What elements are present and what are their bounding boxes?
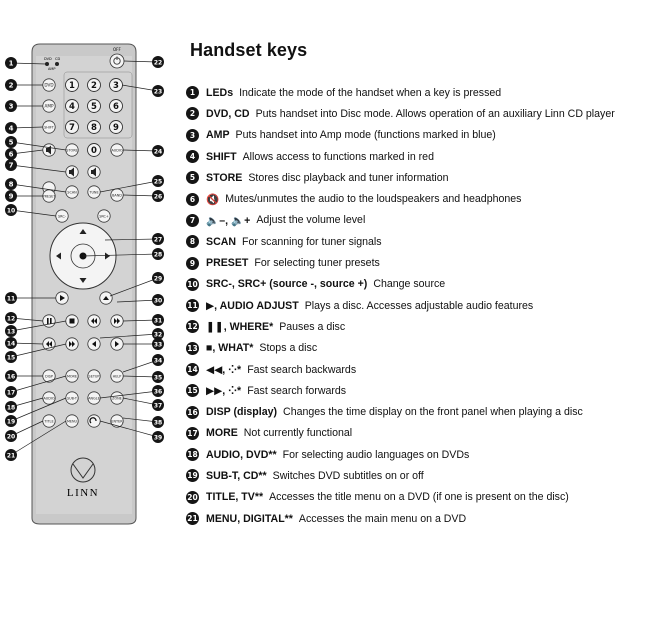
svg-text:3: 3 bbox=[113, 81, 119, 91]
key-item bbox=[186, 125, 615, 146]
play-button[interactable] bbox=[56, 292, 68, 304]
svg-text:ZONE: ZONE bbox=[112, 396, 122, 401]
key-number-badge: 12 bbox=[187, 322, 198, 332]
key-description: Fast search forwards bbox=[247, 384, 347, 397]
scan-button[interactable] bbox=[66, 186, 78, 198]
key-name: MENU, DIGITAL** bbox=[206, 512, 293, 525]
shift-button[interactable] bbox=[43, 121, 55, 133]
key-number-badge: 15 bbox=[187, 386, 198, 396]
help-button[interactable] bbox=[111, 370, 123, 382]
key-item bbox=[186, 487, 615, 508]
svg-text:28: 28 bbox=[153, 251, 163, 259]
key-name: AMP bbox=[206, 129, 230, 142]
svg-text:AMP: AMP bbox=[44, 103, 54, 109]
svg-text:SETUP: SETUP bbox=[88, 374, 100, 379]
key-item bbox=[186, 359, 615, 380]
step-back-button[interactable] bbox=[88, 338, 100, 350]
key-item bbox=[186, 103, 615, 124]
svg-text:5: 5 bbox=[91, 102, 97, 112]
step-forward-button[interactable] bbox=[111, 338, 123, 350]
key-name: ■, WHAT* bbox=[206, 342, 254, 355]
svg-text:SHIFT: SHIFT bbox=[44, 125, 54, 130]
digit-6-button[interactable] bbox=[110, 100, 123, 113]
svg-text:13: 13 bbox=[6, 328, 16, 336]
svg-text:7: 7 bbox=[8, 161, 14, 170]
pause-button[interactable] bbox=[43, 315, 55, 327]
key-number-badge: 14 bbox=[187, 365, 198, 374]
svg-text:7: 7 bbox=[69, 123, 75, 133]
key-item bbox=[186, 444, 615, 465]
svg-text:STORE: STORE bbox=[66, 148, 78, 153]
key-item bbox=[186, 423, 615, 444]
key-item bbox=[186, 82, 615, 103]
led-label-cd: CD bbox=[55, 57, 61, 61]
svg-text:PRESET: PRESET bbox=[42, 194, 56, 199]
svg-text:31: 31 bbox=[153, 317, 163, 325]
key-number-badge: 5 bbox=[186, 171, 199, 184]
key-name: SHIFT bbox=[206, 150, 237, 163]
key-number-badge: 16 bbox=[187, 407, 198, 417]
key-item bbox=[186, 316, 615, 337]
svg-text:14: 14 bbox=[6, 340, 16, 348]
svg-text:29: 29 bbox=[153, 275, 163, 283]
svg-text:11: 11 bbox=[6, 295, 16, 303]
svg-text:SUB-T: SUB-T bbox=[67, 396, 77, 401]
key-name: 🔈–, 🔈+ bbox=[206, 214, 251, 227]
key-description: Allows access to functions marked in red bbox=[242, 150, 434, 163]
key-number-badge: 6 bbox=[186, 193, 199, 206]
svg-text:27: 27 bbox=[153, 236, 163, 244]
amp-mode-button[interactable] bbox=[43, 100, 55, 112]
led-cd bbox=[55, 62, 59, 66]
mute-button[interactable] bbox=[43, 144, 55, 156]
key-description: Stops a disc bbox=[259, 342, 318, 355]
audio-button[interactable] bbox=[43, 392, 55, 404]
digit-2-button[interactable] bbox=[88, 79, 101, 92]
key-name: ▶, AUDIO ADJUST bbox=[206, 299, 299, 312]
svg-text:TITLE: TITLE bbox=[44, 419, 54, 424]
key-description: Plays a disc. Accesses adjustable audio features bbox=[304, 299, 534, 312]
svg-text:5: 5 bbox=[8, 138, 14, 147]
key-description: For selecting tuner presets bbox=[254, 257, 380, 270]
key-description: Changes the time display on the front panel when playing a disc bbox=[283, 406, 583, 419]
dvd-mode-button[interactable] bbox=[43, 79, 55, 91]
page-title: Handset keys bbox=[190, 40, 308, 60]
disp-button[interactable] bbox=[43, 370, 55, 382]
key-name: DISP (display) bbox=[206, 406, 278, 419]
key-number-badge: 3 bbox=[186, 129, 199, 142]
key-item bbox=[186, 401, 615, 422]
svg-text:9: 9 bbox=[113, 123, 119, 133]
key-description: Indicate the mode of the handset when a key is pressed bbox=[239, 86, 502, 99]
svg-text:8: 8 bbox=[8, 180, 14, 189]
sub-t-button[interactable] bbox=[66, 392, 78, 404]
key-item bbox=[186, 146, 615, 167]
key-name: SUB-T, CD** bbox=[206, 469, 267, 482]
digit-7-button[interactable] bbox=[66, 121, 79, 134]
key-number-badge: 4 bbox=[186, 150, 199, 163]
fast-forward-button[interactable] bbox=[66, 338, 78, 350]
svg-text:BAND: BAND bbox=[112, 193, 122, 198]
svg-text:AUDIO: AUDIO bbox=[43, 396, 55, 401]
svg-text:AUDIO: AUDIO bbox=[111, 148, 123, 153]
zone-button[interactable] bbox=[111, 392, 123, 404]
svg-text:8: 8 bbox=[91, 123, 97, 133]
svg-text:2: 2 bbox=[8, 81, 14, 90]
remote-brand: LINN bbox=[66, 487, 100, 499]
svg-text:1: 1 bbox=[8, 59, 14, 68]
svg-text:33: 33 bbox=[153, 341, 163, 349]
key-item bbox=[186, 465, 615, 486]
power-label: OFF bbox=[113, 47, 121, 52]
key-description: Fast search backwards bbox=[247, 363, 357, 376]
svg-text:32: 32 bbox=[153, 331, 163, 339]
svg-text:17: 17 bbox=[6, 389, 16, 397]
band-button[interactable] bbox=[111, 189, 123, 201]
key-name: SCAN bbox=[206, 235, 237, 248]
svg-text:1: 1 bbox=[69, 81, 75, 91]
store-button[interactable] bbox=[66, 144, 78, 156]
svg-text:ENTER: ENTER bbox=[111, 419, 123, 424]
svg-text:3: 3 bbox=[8, 102, 14, 111]
key-item bbox=[186, 167, 615, 188]
svg-text:6: 6 bbox=[113, 102, 119, 112]
setup-button[interactable] bbox=[88, 370, 100, 382]
svg-text:0: 0 bbox=[91, 146, 97, 156]
svg-text:18: 18 bbox=[6, 404, 16, 412]
key-name: TITLE, TV** bbox=[206, 491, 264, 504]
key-name: STORE bbox=[206, 171, 243, 184]
key-description: Change source bbox=[373, 278, 446, 291]
key-description: Switches DVD subtitles on or off bbox=[272, 469, 424, 482]
svg-text:SCAN: SCAN bbox=[67, 190, 77, 195]
key-item bbox=[186, 380, 615, 401]
key-name: 🔇 bbox=[206, 193, 220, 206]
tune-button[interactable] bbox=[88, 186, 100, 198]
digit-3-button[interactable] bbox=[110, 79, 123, 92]
svg-text:2: 2 bbox=[91, 81, 97, 91]
title-button[interactable] bbox=[43, 415, 55, 427]
key-item bbox=[186, 231, 615, 252]
key-description: Stores disc playback and tuner information bbox=[248, 171, 449, 184]
svg-text:HELP: HELP bbox=[112, 374, 122, 379]
digit-1-button[interactable] bbox=[66, 79, 79, 92]
power-button[interactable] bbox=[110, 54, 124, 68]
svg-text:25: 25 bbox=[153, 178, 163, 186]
key-number-badge: 10 bbox=[187, 279, 198, 289]
svg-text:30: 30 bbox=[153, 297, 163, 305]
remote-control-figure bbox=[0, 0, 180, 630]
angle-button[interactable] bbox=[88, 392, 100, 404]
key-item bbox=[186, 274, 615, 295]
key-description: Not currently functional bbox=[243, 427, 353, 440]
key-number-badge: 11 bbox=[187, 301, 198, 311]
digit-9-button[interactable] bbox=[110, 121, 123, 134]
svg-text:SRC+: SRC+ bbox=[99, 214, 109, 219]
svg-text:6: 6 bbox=[8, 150, 14, 159]
svg-text:22: 22 bbox=[153, 59, 163, 67]
digit-0-button[interactable] bbox=[88, 144, 101, 157]
svg-text:20: 20 bbox=[6, 433, 16, 441]
key-list bbox=[186, 82, 615, 529]
skip-back-button[interactable] bbox=[88, 315, 100, 327]
key-item bbox=[186, 338, 615, 359]
eject-button[interactable] bbox=[100, 292, 112, 304]
stop-button[interactable] bbox=[66, 315, 78, 327]
skip-forward-button[interactable] bbox=[111, 315, 123, 327]
key-number-badge: 8 bbox=[186, 235, 199, 248]
menu-button[interactable] bbox=[66, 415, 78, 427]
svg-text:15: 15 bbox=[6, 354, 16, 362]
svg-text:DISP: DISP bbox=[45, 374, 53, 379]
key-name: ◀◀, ⁘* bbox=[206, 363, 242, 376]
led-label-amp: AMP bbox=[48, 67, 56, 71]
svg-text:37: 37 bbox=[153, 402, 163, 410]
svg-text:4: 4 bbox=[8, 124, 14, 133]
svg-text:19: 19 bbox=[6, 418, 16, 426]
key-name: MORE bbox=[206, 427, 238, 440]
key-name: DVD, CD bbox=[206, 107, 250, 120]
audio-top-button[interactable] bbox=[111, 144, 123, 156]
key-number-badge: 7 bbox=[186, 214, 199, 227]
key-item bbox=[186, 295, 615, 316]
key-item bbox=[186, 252, 615, 273]
svg-text:35: 35 bbox=[153, 374, 163, 382]
key-number-badge: 2 bbox=[186, 107, 199, 120]
digit-4-button[interactable] bbox=[66, 100, 79, 113]
more-button[interactable] bbox=[66, 370, 78, 382]
key-name: LEDs bbox=[206, 86, 234, 99]
key-item bbox=[186, 188, 615, 209]
key-number-badge: 21 bbox=[187, 514, 198, 524]
src-plus-button[interactable] bbox=[98, 210, 110, 222]
key-number-badge: 19 bbox=[187, 471, 198, 481]
led-label-dvd: DVD bbox=[44, 57, 52, 61]
key-number-badge: 20 bbox=[187, 492, 198, 502]
key-name: SRC-, SRC+ (source -, source +) bbox=[206, 278, 368, 291]
svg-text:24: 24 bbox=[153, 148, 163, 156]
key-description: Accesses the main menu on a DVD bbox=[298, 512, 467, 525]
key-description: Accesses the title menu on a DVD (if one is present on the disc) bbox=[269, 491, 569, 504]
digit-8-button[interactable] bbox=[88, 121, 101, 134]
svg-text:DVD: DVD bbox=[44, 82, 54, 88]
svg-text:9: 9 bbox=[8, 192, 14, 201]
svg-text:ANGLE: ANGLE bbox=[88, 396, 100, 401]
svg-text:16: 16 bbox=[6, 373, 16, 381]
svg-text:23: 23 bbox=[153, 88, 163, 96]
svg-text:TUNE: TUNE bbox=[89, 190, 99, 195]
stop-icon bbox=[70, 319, 75, 324]
svg-text:39: 39 bbox=[153, 434, 163, 442]
key-description: Adjust the volume level bbox=[256, 214, 366, 227]
key-number-badge: 13 bbox=[187, 343, 198, 353]
svg-text:4: 4 bbox=[69, 102, 75, 112]
src-minus-button[interactable] bbox=[56, 210, 68, 222]
svg-text:36: 36 bbox=[153, 388, 163, 396]
svg-text:MORE: MORE bbox=[66, 374, 78, 379]
svg-text:38: 38 bbox=[153, 419, 163, 427]
key-number-badge: 1 bbox=[186, 86, 199, 99]
digit-5-button[interactable] bbox=[88, 100, 101, 113]
svg-text:10: 10 bbox=[6, 207, 16, 215]
key-name: ❚❚, WHERE* bbox=[206, 320, 274, 333]
key-name: PRESET bbox=[206, 257, 249, 270]
key-number-badge: 17 bbox=[187, 428, 198, 438]
key-name: AUDIO, DVD** bbox=[206, 448, 277, 461]
key-description: Pauses a disc bbox=[279, 320, 346, 333]
svg-text:26: 26 bbox=[153, 193, 163, 201]
svg-text:34: 34 bbox=[153, 357, 163, 365]
key-item bbox=[186, 508, 615, 529]
key-item bbox=[186, 210, 615, 231]
key-number-badge: 18 bbox=[187, 450, 198, 460]
key-description: Puts handset into Disc mode. Allows operation of an auxiliary Linn CD player bbox=[255, 107, 615, 120]
key-number-badge: 9 bbox=[186, 257, 199, 270]
svg-text:MENU: MENU bbox=[66, 419, 78, 424]
volume-down-button[interactable] bbox=[66, 166, 78, 178]
svg-text:SRC-: SRC- bbox=[58, 214, 66, 219]
key-description: Puts handset into Amp mode (functions marked in blue) bbox=[235, 129, 496, 142]
return-button[interactable] bbox=[88, 415, 100, 427]
key-name: ▶▶, ⁘* bbox=[206, 384, 242, 397]
volume-up-button[interactable] bbox=[88, 166, 100, 178]
key-description: For selecting audio languages on DVDs bbox=[282, 448, 470, 461]
svg-text:12: 12 bbox=[6, 315, 16, 323]
key-description: For scanning for tuner signals bbox=[242, 235, 382, 248]
svg-text:21: 21 bbox=[6, 452, 16, 460]
key-description: Mutes/unmutes the audio to the loudspeakers and headphones bbox=[225, 193, 522, 206]
